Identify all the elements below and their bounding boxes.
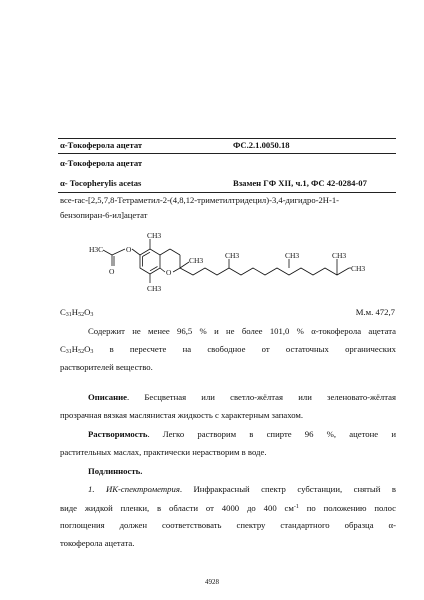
label-ch3-c8: CH3 — [285, 251, 300, 260]
structural-formula — [85, 225, 375, 295]
content-line3: растворителей вещество. — [60, 362, 153, 372]
description-line1: Описание. Бесцветная или светло-жёлтая или зеленовато-жёлтая — [88, 392, 396, 402]
label-ch3-c12a: CH3 — [332, 251, 347, 260]
label-o-carbonyl: O — [109, 267, 115, 276]
page-number: 4928 — [205, 578, 219, 586]
chemical-name-line2: бензопиран-6-ил]ацетат — [60, 210, 148, 220]
identity-heading: Подлинность. — [88, 466, 143, 476]
label-ch3-top: CH3 — [147, 231, 162, 240]
label-ch3-c2: CH3 — [189, 256, 204, 265]
content-line1: Содержит не менее 96,5 % и не более 101,0 % α-токоферола ацетата — [88, 326, 396, 336]
chemical-name-line1: все-rac-[2,5,7,8-Тетраметил-2-(4,8,12-триметилтридецил)-3,4-дигидро-2H-1- — [60, 195, 339, 205]
identity-line3: поглощения должен соответствовать спектру стандартного образца α- — [60, 520, 396, 530]
label-ch3-c4: CH3 — [225, 251, 240, 260]
molecular-formula: C31H52O3 — [60, 307, 94, 318]
solubility-line2: растительных маслах, практически нерастворим в воде. — [60, 447, 267, 457]
solubility-line1: Растворимость. Легко растворим в спирте 96 %, ацетоне и — [88, 429, 396, 439]
label-ch3-c12b: CH3 — [351, 264, 366, 273]
header-name-lat: α- Tocopherylis acetas — [60, 178, 142, 188]
header-name-ru: α-Токоферола ацетат — [60, 140, 143, 150]
label-o-ester: O — [126, 245, 132, 254]
header-code: ФС.2.1.0050.18 — [233, 140, 290, 150]
identity-line4: токоферола ацетата. — [60, 538, 135, 548]
content-line2: C31H52O3 в пересчете на свободное от остаточных органических — [60, 344, 396, 355]
label-o-ring: O — [166, 268, 172, 277]
identity-line2: виде жидкой пленки, в области от 4000 до 400 $см^{-1}$ по положению полос — [60, 503, 397, 513]
identity-line1: 1. ИК-спектрометрия. Инфракрасный спектр субстанции, снятый в — [88, 484, 396, 494]
header-name-ru-2: α-Токоферола ацетат — [60, 158, 143, 168]
label-h3c: H3C — [89, 245, 104, 254]
molecular-mass: М.м. 472,7 — [355, 307, 395, 317]
label-ch3-bottom: CH3 — [147, 284, 162, 293]
description-line2: прозрачная вязкая маслянистая жидкость с характерным запахом. — [60, 410, 304, 420]
header-replaces: Взамен ГФ XII, ч.1, ФС 42-0284-07 — [233, 178, 367, 188]
